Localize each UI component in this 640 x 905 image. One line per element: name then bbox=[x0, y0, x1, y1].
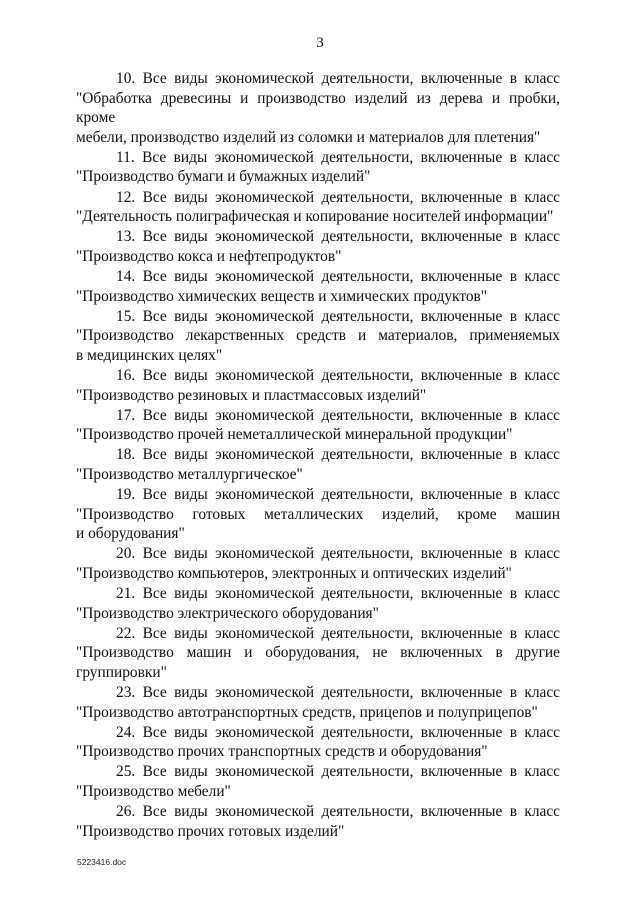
list-item bbox=[76, 544, 560, 583]
list-item-last-line: "Производство прочей неметаллической минеральной продукции" bbox=[76, 426, 513, 444]
list-item-last-line: "Производство химических веществ и химических продуктов" bbox=[76, 287, 488, 305]
list-item-last-line: "Производство электрического оборудования" bbox=[76, 604, 379, 622]
list-item-first-line: 10. Все виды экономической деятельности, включенные в класс bbox=[116, 70, 560, 87]
list-item-last-line: мебели, производство изделий из соломки и материалов для плетения" bbox=[76, 128, 541, 146]
page-number: 3 bbox=[316, 35, 324, 51]
list-item bbox=[76, 723, 560, 762]
list-item-first-line: 26. Все виды экономической деятельности, включенные в класс bbox=[116, 802, 560, 820]
list-item-first-line: 12. Все виды экономической деятельности, включенные в класс bbox=[116, 188, 560, 206]
list-item-first-line: 16. Все виды экономической деятельности, включенные в класс bbox=[116, 366, 560, 384]
list-item-middle-line: "Производство готовых металлических изделий, кроме машин bbox=[76, 505, 560, 523]
list-item bbox=[76, 366, 560, 405]
list-item bbox=[76, 624, 560, 683]
list-item-last-line: "Производство мебели" bbox=[76, 782, 231, 800]
list-item-first-line: 24. Все виды экономической деятельности, включенные в класс bbox=[116, 723, 560, 741]
list-item bbox=[76, 267, 560, 306]
list-item bbox=[76, 307, 560, 366]
list-item bbox=[76, 148, 560, 187]
list-item-first-line: 21. Все виды экономической деятельности, включенные в класс bbox=[116, 584, 560, 602]
list-item-middle-line: "Обработка древесины и производство изделий из дерева и пробки, кроме bbox=[76, 89, 560, 127]
list-item-first-line: 23. Все виды экономической деятельности, включенные в класс bbox=[116, 683, 560, 701]
list-item bbox=[76, 802, 560, 841]
list-item-first-line: 13. Все виды экономической деятельности, включенные в класс bbox=[116, 228, 560, 246]
list-item-last-line: "Производство кокса и нефтепродуктов" bbox=[76, 247, 342, 265]
list-item-first-line: 20. Все виды экономической деятельности, включенные в класс bbox=[116, 545, 560, 563]
list-item-first-line: 17. Все виды экономической деятельности, включенные в класс bbox=[116, 406, 560, 424]
list-item-first-line: 18. Все виды экономической деятельности, включенные в класс bbox=[116, 446, 560, 464]
footer-filename: 5223416.doc bbox=[77, 857, 127, 867]
list-item-last-line: "Производство прочих транспортных средств и оборудования" bbox=[76, 743, 488, 761]
list-item-middle-line: "Производство лекарственных средств и материалов, применяемых bbox=[76, 327, 560, 345]
list-item-last-line: "Производство резиновых и пластмассовых изделий" bbox=[76, 386, 427, 404]
list-item bbox=[76, 584, 560, 623]
list-item bbox=[76, 188, 560, 227]
list-item-first-line: 25. Все виды экономической деятельности, включенные в класс bbox=[116, 763, 560, 781]
list-item-last-line: "Производство прочих готовых изделий" bbox=[76, 822, 345, 840]
list-item-first-line: 22. Все виды экономической деятельности, включенные в класс bbox=[116, 624, 560, 642]
list-item bbox=[76, 762, 560, 801]
list-item-last-line: и оборудования" bbox=[76, 525, 185, 543]
list-item-last-line: "Производство автотранспортных средств, прицепов и полуприцепов" bbox=[76, 703, 538, 721]
list-item-last-line: группировки" bbox=[76, 663, 167, 681]
list-item-last-line: "Производство металлургическое" bbox=[76, 465, 303, 483]
list-item-last-line: в медицинских целях" bbox=[76, 346, 223, 364]
list-item-last-line: "Производство бумаги и бумажных изделий" bbox=[76, 168, 371, 186]
list-item bbox=[76, 683, 560, 722]
list-item-middle-line: "Производство машин и оборудования, не включенных в другие bbox=[76, 644, 560, 662]
list-item bbox=[76, 227, 560, 266]
list-item-first-line: 11. Все виды экономической деятельности, включенные в класс bbox=[116, 148, 560, 166]
list-item-first-line: 19. Все виды экономической деятельности, включенные в класс bbox=[116, 485, 560, 503]
list-item-last-line: "Производство компьютеров, электронных и оптических изделий" bbox=[76, 564, 512, 582]
list-item-last-line: "Деятельность полиграфическая и копирование носителей информации" bbox=[76, 208, 554, 226]
list-item bbox=[76, 406, 560, 445]
list-item-first-line: 15. Все виды экономической деятельности, включенные в класс bbox=[116, 307, 560, 325]
list-item bbox=[76, 69, 560, 147]
document-body bbox=[76, 69, 560, 841]
list-item bbox=[76, 445, 560, 484]
list-item-first-line: 14. Все виды экономической деятельности, включенные в класс bbox=[116, 267, 560, 285]
list-item bbox=[76, 485, 560, 544]
